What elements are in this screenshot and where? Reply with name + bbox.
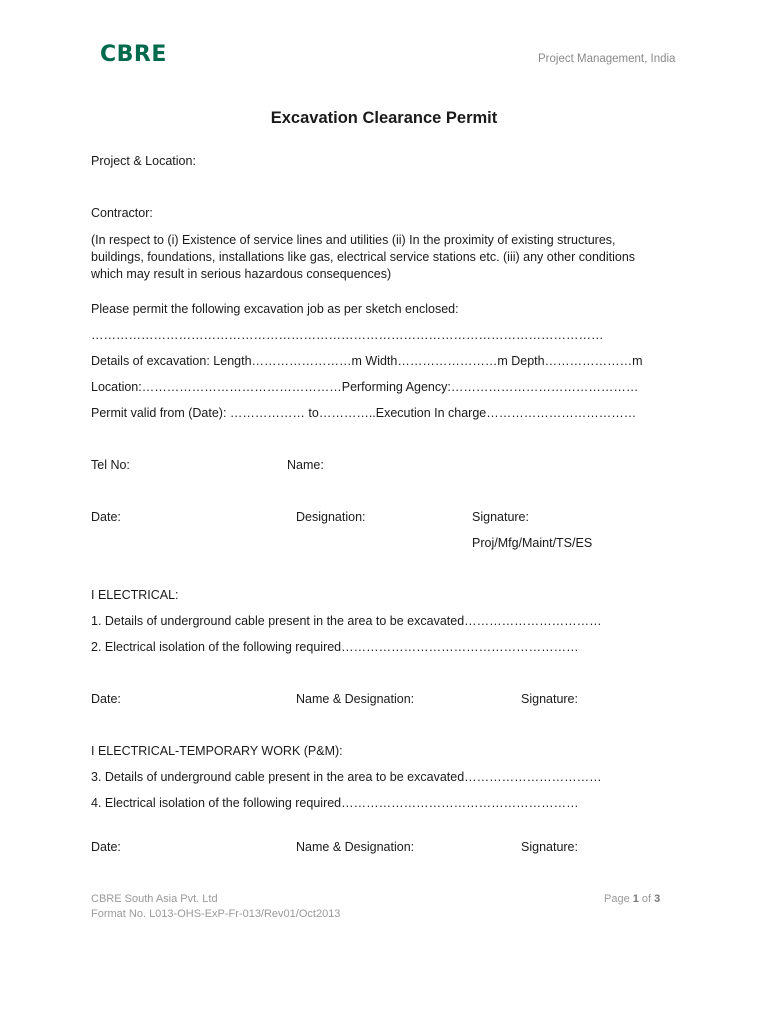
tel-no-label: Tel No:: [91, 458, 130, 472]
permit-validity-field: Permit valid from (Date): ……………… to…………..Execution In charge………………………………: [91, 406, 637, 420]
departments-text: Proj/Mfg/Maint/TS/ES: [472, 536, 593, 550]
contractor-label: Contractor:: [91, 206, 153, 220]
header-department: Project Management, India: [538, 53, 676, 65]
designation-label: Designation:: [296, 510, 366, 524]
list-item: 4. Electrical isolation of the following required…………………………………………………: [91, 796, 579, 810]
electrical-date-label: Date:: [91, 692, 121, 706]
conditions-note: [91, 232, 666, 283]
name-label: Name:: [287, 458, 324, 472]
signature-label: Signature:: [472, 510, 529, 524]
page-of: of: [638, 893, 655, 905]
page-title: Excavation Clearance Permit: [270, 109, 498, 127]
list-item: 2. Electrical isolation of the following required…………………………………………………: [91, 640, 579, 654]
location-agency-field: Location:…………………………………………Performing Agency:………………………………………: [91, 380, 639, 394]
temporary-signature-label: Signature:: [521, 840, 578, 854]
list-item: 3. Details of underground cable present in the area to be excavated……………………………: [91, 770, 602, 784]
temporary-name-designation-label: Name & Designation:: [296, 840, 415, 854]
page-current: 1: [632, 893, 639, 905]
temporary-date-label: Date:: [91, 840, 121, 854]
conditions-note-line: which may result in serious hazardous consequences): [91, 267, 392, 281]
excavation-details-field: Details of excavation: Length……………………m Width……………………m Depth…………………m: [91, 354, 643, 368]
list-item: 1. Details of underground cable present in the area to be excavated……………………………: [91, 614, 602, 628]
page-total: 3: [654, 893, 661, 905]
conditions-note-line: buildings, foundations, installations like gas, electrical service stations etc. (iii) any other conditions: [91, 250, 636, 264]
footer-company: CBRE South Asia Pvt. Ltd: [91, 893, 218, 905]
cbre-logo: CBRE: [100, 42, 167, 67]
permit-request-text: Please permit the following excavation job as per sketch enclosed:: [91, 302, 459, 316]
electrical-name-designation-label: Name & Designation:: [296, 692, 415, 706]
date-label: Date:: [91, 510, 121, 524]
project-location-label: Project & Location:: [91, 154, 196, 168]
electrical-signature-label: Signature:: [521, 692, 578, 706]
conditions-note-line: (In respect to (i) Existence of service lines and utilities (ii) In the proximity of existing structures,: [91, 233, 616, 247]
footer-format-number: Format No. L013-OHS-ExP-Fr-013/Rev01/Oct2013: [91, 908, 341, 920]
section-heading-electrical: I ELECTRICAL:: [91, 588, 179, 602]
job-description-field: ……………………………………………………………………………………………………………: [91, 328, 604, 342]
page-indicator: [604, 892, 660, 907]
page-prefix: Page: [604, 893, 633, 905]
section-heading-electrical-temporary: I ELECTRICAL-TEMPORARY WORK (P&M):: [91, 744, 343, 758]
